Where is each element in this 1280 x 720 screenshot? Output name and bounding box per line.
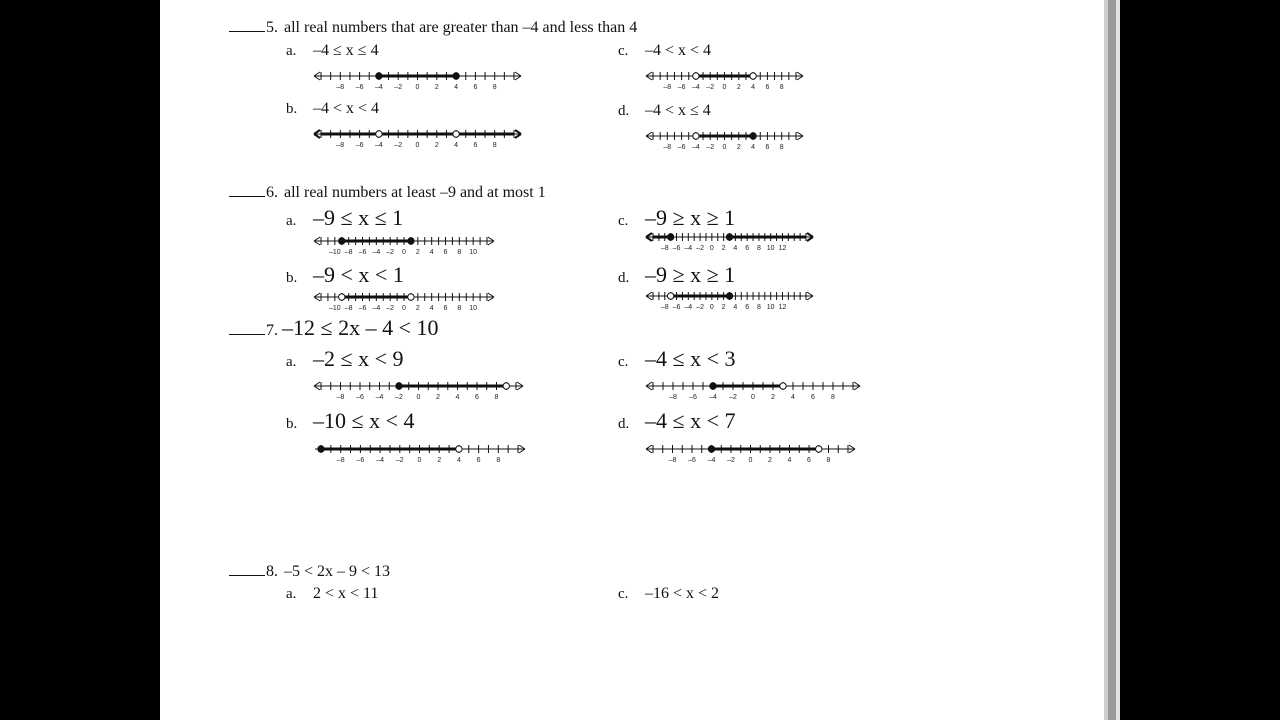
tick-label: –2 bbox=[386, 249, 395, 256]
tick-label: –4 bbox=[376, 457, 384, 464]
question-text: all real numbers that are greater than –4 and less than 4 bbox=[284, 19, 638, 36]
left-arrowhead bbox=[646, 72, 652, 76]
left-arrowhead bbox=[646, 136, 652, 140]
option-expression: –9 ≥ x ≥ 1 bbox=[645, 262, 736, 287]
right-arrowhead bbox=[515, 134, 521, 138]
option-letter: c. bbox=[618, 213, 629, 229]
answer-blank[interactable] bbox=[229, 333, 265, 335]
tick-label: –2 bbox=[729, 394, 737, 401]
option-8a bbox=[286, 585, 378, 603]
tick-label: –4 bbox=[692, 144, 700, 151]
left-arrowhead bbox=[314, 382, 320, 386]
closed-endpoint bbox=[667, 234, 673, 240]
right-arrowhead bbox=[797, 136, 803, 140]
question-number: 5. bbox=[266, 19, 278, 36]
open-endpoint bbox=[780, 383, 786, 389]
right-arrowhead bbox=[797, 76, 803, 80]
number-line-5d bbox=[643, 128, 806, 150]
option-expression: –4 < x < 4 bbox=[645, 42, 712, 59]
right-arrowhead bbox=[797, 132, 803, 136]
tick-label: –4 bbox=[372, 305, 381, 312]
tick-label: –2 bbox=[386, 305, 395, 312]
question-number: 7. bbox=[266, 322, 278, 339]
tick-label: –4 bbox=[709, 394, 717, 401]
tick-label: –4 bbox=[692, 84, 700, 91]
option-expression: –4 < x ≤ 4 bbox=[645, 102, 711, 119]
open-endpoint bbox=[408, 294, 414, 300]
tick-label: 4 bbox=[455, 394, 460, 401]
tick-label: 6 bbox=[811, 394, 815, 401]
number-line-6d bbox=[643, 288, 816, 310]
number-line-6c bbox=[643, 229, 816, 251]
option-letter: d. bbox=[618, 416, 630, 432]
tick-label: 8 bbox=[492, 84, 497, 91]
right-arrowhead bbox=[517, 386, 523, 390]
right-arrowhead bbox=[854, 382, 860, 386]
tick-label: 2 bbox=[434, 142, 439, 149]
tick-label: 0 bbox=[709, 245, 714, 252]
tick-label: 4 bbox=[791, 394, 795, 401]
tick-label: 4 bbox=[429, 249, 434, 256]
option-letter: b. bbox=[286, 270, 298, 286]
tick-label: 4 bbox=[454, 142, 459, 149]
tick-label: –6 bbox=[355, 84, 364, 91]
tick-label: 6 bbox=[473, 84, 478, 91]
option-letter: a. bbox=[286, 586, 297, 602]
closed-endpoint bbox=[708, 446, 714, 452]
open-endpoint bbox=[456, 446, 462, 452]
tick-label: 8 bbox=[779, 144, 784, 151]
tick-label: 6 bbox=[476, 457, 481, 464]
tick-label: –2 bbox=[395, 457, 404, 464]
option-letter: a. bbox=[286, 213, 297, 229]
question-text: all real numbers at least –9 and at most 1 bbox=[284, 184, 546, 201]
number-line-7c bbox=[643, 378, 863, 400]
number-line-7a bbox=[311, 378, 526, 400]
tick-label: 4 bbox=[454, 84, 459, 91]
right-arrowhead bbox=[854, 386, 860, 390]
option-5d bbox=[618, 102, 711, 120]
number-line-7d bbox=[643, 441, 858, 463]
right-arrowhead bbox=[519, 445, 525, 449]
tick-label: –8 bbox=[663, 84, 672, 91]
left-arrowhead bbox=[314, 386, 320, 390]
option-5a bbox=[286, 42, 379, 60]
tick-label: –2 bbox=[706, 84, 715, 91]
tick-label: 0 bbox=[402, 249, 406, 256]
page-edge-shadow bbox=[1108, 0, 1116, 720]
tick-label: 2 bbox=[434, 84, 439, 91]
tick-label: 2 bbox=[721, 304, 726, 311]
right-arrowhead bbox=[488, 237, 494, 241]
closed-endpoint bbox=[710, 383, 716, 389]
option-7c bbox=[618, 346, 735, 372]
tick-label: 0 bbox=[415, 142, 420, 149]
tick-label: –10 bbox=[328, 249, 341, 256]
tick-label: 12 bbox=[778, 304, 787, 311]
tick-label: 8 bbox=[756, 304, 761, 311]
right-arrowhead bbox=[515, 72, 521, 76]
tick-label: 4 bbox=[751, 144, 756, 151]
right-arrowhead bbox=[807, 292, 813, 296]
right-arrowhead bbox=[488, 297, 494, 301]
tick-label: –2 bbox=[706, 144, 715, 151]
option-expression: –4 < x < 4 bbox=[313, 100, 380, 117]
tick-label: 10 bbox=[766, 304, 775, 311]
option-7d bbox=[618, 408, 735, 434]
tick-label: 4 bbox=[456, 457, 461, 464]
tick-label: 4 bbox=[751, 84, 756, 91]
option-letter: c. bbox=[618, 354, 629, 370]
answer-blank[interactable] bbox=[229, 30, 265, 32]
tick-label: –8 bbox=[668, 457, 677, 464]
right-arrowhead bbox=[807, 296, 813, 300]
tick-label: 8 bbox=[492, 142, 497, 149]
tick-label: –4 bbox=[684, 304, 693, 311]
tick-label: 2 bbox=[415, 305, 420, 312]
closed-endpoint bbox=[453, 73, 459, 79]
tick-label: –6 bbox=[355, 142, 364, 149]
answer-blank[interactable] bbox=[229, 574, 265, 576]
tick-label: 4 bbox=[733, 245, 738, 252]
tick-label: 8 bbox=[494, 394, 499, 401]
tick-label: 0 bbox=[417, 457, 422, 464]
option-7a bbox=[286, 346, 403, 372]
question-7 bbox=[229, 315, 438, 341]
closed-endpoint bbox=[726, 234, 732, 240]
left-arrowhead bbox=[314, 134, 320, 138]
tick-label: –2 bbox=[696, 245, 704, 252]
question-text: –12 ≤ 2x – 4 < 10 bbox=[282, 315, 439, 340]
tick-label: 0 bbox=[722, 144, 727, 151]
tick-label: 2 bbox=[768, 457, 772, 464]
tick-label: 12 bbox=[778, 245, 787, 252]
tick-label: 8 bbox=[457, 249, 462, 256]
tick-label: 10 bbox=[469, 305, 478, 312]
option-7b bbox=[286, 408, 414, 434]
tick-label: –4 bbox=[707, 457, 716, 464]
tick-label: 6 bbox=[473, 142, 478, 149]
tick-label: 4 bbox=[733, 304, 738, 311]
number-line-5a bbox=[311, 68, 524, 90]
tick-label: –4 bbox=[372, 249, 381, 256]
tick-label: –6 bbox=[672, 304, 681, 311]
number-line-6a bbox=[311, 233, 497, 255]
tick-label: 8 bbox=[457, 305, 462, 312]
tick-label: 2 bbox=[771, 394, 775, 401]
tick-label: –2 bbox=[727, 457, 735, 464]
tick-label: 6 bbox=[745, 304, 750, 311]
left-arrowhead bbox=[646, 445, 652, 449]
option-expression: –2 ≤ x < 9 bbox=[313, 346, 404, 371]
option-expression: –4 ≤ x < 7 bbox=[645, 408, 736, 433]
open-endpoint bbox=[693, 73, 699, 79]
closed-endpoint bbox=[376, 73, 382, 79]
tick-label: 2 bbox=[736, 84, 741, 91]
tick-label: –2 bbox=[394, 142, 403, 149]
tick-label: –8 bbox=[344, 305, 353, 312]
tick-label: 0 bbox=[751, 394, 755, 401]
option-expression: 2 < x < 11 bbox=[313, 585, 379, 602]
option-expression: –10 ≤ x < 4 bbox=[313, 408, 415, 433]
tick-label: –6 bbox=[672, 245, 681, 252]
option-6d bbox=[618, 262, 735, 288]
option-letter: d. bbox=[618, 103, 630, 119]
option-6a bbox=[286, 205, 403, 231]
open-endpoint bbox=[503, 383, 509, 389]
option-letter: c. bbox=[618, 43, 629, 59]
option-letter: c. bbox=[618, 586, 629, 602]
tick-label: 0 bbox=[709, 304, 714, 311]
option-letter: a. bbox=[286, 354, 297, 370]
question-6 bbox=[229, 184, 546, 202]
right-arrowhead bbox=[488, 293, 494, 297]
tick-label: –4 bbox=[684, 245, 693, 252]
tick-label: –6 bbox=[358, 305, 367, 312]
tick-label: –6 bbox=[688, 457, 696, 464]
option-5b bbox=[286, 100, 379, 118]
option-expression: –4 ≤ x < 3 bbox=[645, 346, 736, 371]
tick-label: –2 bbox=[395, 394, 403, 401]
question-number: 6. bbox=[266, 184, 278, 201]
option-letter: d. bbox=[618, 270, 630, 286]
left-arrowhead bbox=[646, 292, 652, 296]
closed-endpoint bbox=[750, 133, 756, 139]
tick-label: 0 bbox=[722, 84, 727, 91]
right-arrowhead bbox=[849, 445, 855, 449]
tick-label: –6 bbox=[356, 457, 365, 464]
tick-label: 6 bbox=[745, 245, 750, 252]
tick-label: –8 bbox=[336, 457, 345, 464]
tick-label: –4 bbox=[375, 84, 383, 91]
open-endpoint bbox=[750, 73, 756, 79]
tick-label: –6 bbox=[689, 394, 697, 401]
tick-label: –10 bbox=[328, 305, 341, 312]
page-edge-shadow bbox=[1116, 0, 1120, 720]
tick-label: –8 bbox=[344, 249, 353, 256]
tick-label: 6 bbox=[443, 305, 448, 312]
tick-label: –2 bbox=[696, 304, 704, 311]
left-arrowhead bbox=[646, 382, 652, 386]
tick-label: 2 bbox=[436, 394, 440, 401]
closed-endpoint bbox=[726, 293, 732, 299]
tick-label: –2 bbox=[394, 84, 403, 91]
tick-label: 0 bbox=[748, 457, 753, 464]
open-endpoint bbox=[816, 446, 822, 452]
closed-endpoint bbox=[396, 383, 402, 389]
option-letter: a. bbox=[286, 43, 297, 59]
tick-label: –8 bbox=[669, 394, 677, 401]
option-expression: –9 ≤ x ≤ 1 bbox=[313, 205, 404, 230]
tick-label: 2 bbox=[415, 249, 420, 256]
left-arrowhead bbox=[314, 297, 320, 301]
tick-label: 8 bbox=[831, 394, 835, 401]
option-expression: –4 ≤ x ≤ 4 bbox=[313, 42, 379, 59]
number-line-7b bbox=[311, 441, 528, 463]
option-letter: b. bbox=[286, 416, 298, 432]
tick-label: 8 bbox=[756, 245, 761, 252]
left-arrowhead bbox=[646, 132, 652, 136]
open-endpoint bbox=[376, 131, 382, 137]
option-8c bbox=[618, 585, 719, 603]
question-5 bbox=[229, 19, 637, 37]
tick-label: –6 bbox=[677, 144, 686, 151]
option-letter: b. bbox=[286, 101, 298, 117]
open-endpoint bbox=[453, 131, 459, 137]
left-arrowhead bbox=[646, 76, 652, 80]
tick-label: 8 bbox=[496, 457, 501, 464]
tick-label: –8 bbox=[663, 144, 672, 151]
tick-label: –6 bbox=[677, 84, 686, 91]
tick-label: 10 bbox=[766, 245, 775, 252]
tick-label: –8 bbox=[660, 304, 669, 311]
tick-label: –6 bbox=[356, 394, 364, 401]
left-arrowhead bbox=[314, 241, 320, 245]
option-6c bbox=[618, 205, 735, 231]
left-arrowhead bbox=[314, 237, 320, 241]
open-endpoint bbox=[693, 133, 699, 139]
tick-label: 8 bbox=[779, 84, 784, 91]
right-arrowhead bbox=[517, 382, 523, 386]
answer-blank[interactable] bbox=[229, 195, 265, 197]
open-endpoint bbox=[339, 294, 345, 300]
option-expression: –9 < x < 1 bbox=[313, 262, 404, 287]
question-8 bbox=[229, 563, 390, 581]
tick-label: 10 bbox=[469, 249, 478, 256]
tick-label: 0 bbox=[416, 394, 421, 401]
right-arrowhead bbox=[519, 449, 525, 453]
number-line-5c bbox=[643, 68, 806, 90]
tick-label: 4 bbox=[429, 305, 434, 312]
left-arrowhead bbox=[314, 76, 320, 80]
tick-label: 6 bbox=[475, 394, 479, 401]
right-arrowhead bbox=[515, 76, 521, 80]
tick-label: 6 bbox=[443, 249, 448, 256]
closed-endpoint bbox=[339, 238, 345, 244]
tick-label: –4 bbox=[375, 394, 384, 401]
left-arrowhead bbox=[314, 293, 320, 297]
tick-label: 6 bbox=[765, 144, 770, 151]
tick-label: –8 bbox=[660, 245, 669, 252]
right-arrowhead bbox=[797, 72, 803, 76]
tick-label: –6 bbox=[358, 249, 367, 256]
open-endpoint bbox=[667, 293, 673, 299]
tick-label: –4 bbox=[375, 142, 383, 149]
left-arrowhead bbox=[646, 386, 652, 390]
option-6b bbox=[286, 262, 404, 288]
tick-label: 6 bbox=[807, 457, 811, 464]
left-arrowhead bbox=[646, 237, 652, 241]
tick-label: 0 bbox=[415, 84, 420, 91]
number-line-5b bbox=[311, 126, 524, 148]
right-arrowhead bbox=[488, 241, 494, 245]
option-expression: –16 < x < 2 bbox=[645, 585, 720, 602]
question-text: –5 < 2x – 9 < 13 bbox=[284, 563, 391, 580]
number-line-6b bbox=[311, 289, 497, 311]
tick-label: –8 bbox=[336, 142, 345, 149]
tick-label: 0 bbox=[402, 305, 406, 312]
left-arrowhead bbox=[314, 72, 320, 76]
tick-label: –8 bbox=[336, 84, 345, 91]
option-expression: –9 ≥ x ≥ 1 bbox=[645, 205, 736, 230]
left-arrowhead bbox=[646, 449, 652, 453]
tick-label: 2 bbox=[437, 457, 442, 464]
tick-label: 6 bbox=[765, 84, 770, 91]
question-number: 8. bbox=[266, 563, 278, 580]
right-arrowhead bbox=[849, 449, 855, 453]
tick-label: 4 bbox=[787, 457, 792, 464]
tick-label: 2 bbox=[721, 245, 726, 252]
option-5c bbox=[618, 42, 711, 60]
closed-endpoint bbox=[408, 238, 414, 244]
left-arrowhead bbox=[646, 296, 652, 300]
right-arrowhead bbox=[807, 237, 813, 241]
tick-label: 2 bbox=[736, 144, 741, 151]
tick-label: 8 bbox=[826, 457, 831, 464]
tick-label: –8 bbox=[336, 394, 345, 401]
closed-endpoint bbox=[318, 446, 324, 452]
